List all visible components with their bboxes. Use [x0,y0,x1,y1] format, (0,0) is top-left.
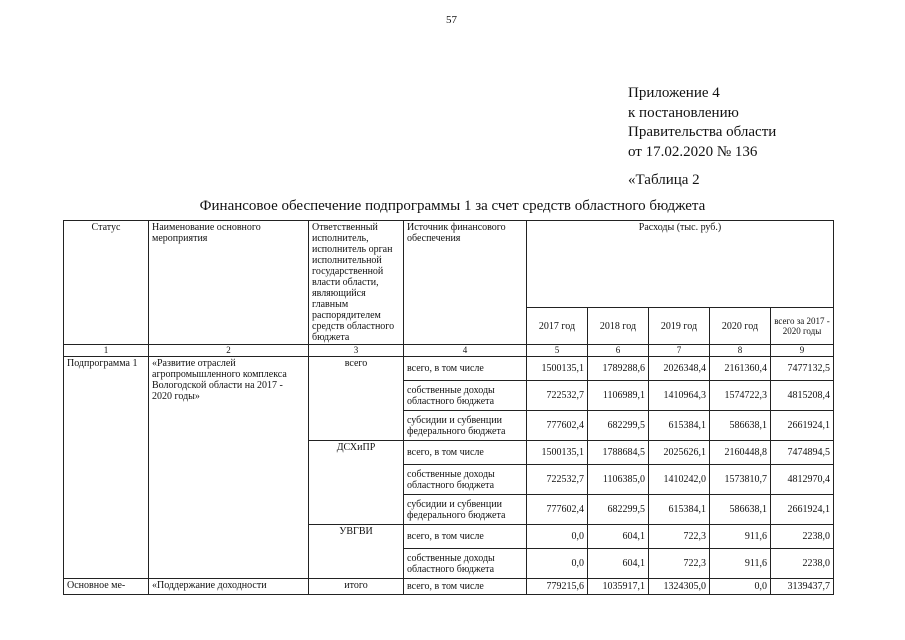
cell-value: 4812970,4 [771,465,834,495]
cell-value: 779215,6 [527,579,588,595]
table-row [64,357,834,381]
column-number: 3 [309,345,404,357]
cell-source: всего, в том числе [404,441,527,465]
cell-value: 722532,7 [527,465,588,495]
header-year-2018: 2018 год [588,308,649,345]
header-source: Источник финансового обеспечения [404,221,527,345]
cell-source: всего, в том числе [404,357,527,381]
cell-value: 2161360,4 [710,357,771,381]
cell-value: 682299,5 [588,411,649,441]
cell-value: 1410964,3 [649,381,710,411]
cell-executor: УВГВИ [309,525,404,579]
cell-value: 604,1 [588,549,649,579]
cell-value: 604,1 [588,525,649,549]
column-number: 1 [64,345,149,357]
cell-value: 586638,1 [710,411,771,441]
cell-value: 586638,1 [710,495,771,525]
cell-value: 615384,1 [649,411,710,441]
cell-source: субсидии и субвенции федерального бюджета [404,495,527,525]
cell-value: 777602,4 [527,411,588,441]
cell-value: 0,0 [527,525,588,549]
cell-value: 1324305,0 [649,579,710,595]
cell-value: 2025626,1 [649,441,710,465]
column-number: 6 [588,345,649,357]
cell-value: 2160448,8 [710,441,771,465]
cell-value: 1106385,0 [588,465,649,495]
header-year-2017: 2017 год [527,308,588,345]
cell-source: всего, в том числе [404,579,527,595]
header-year-total: всего за 2017 - 2020 годы [771,308,834,345]
cell-activity: «Поддержание доходности [149,579,309,595]
cell-executor: всего [309,357,404,441]
cell-value: 0,0 [527,549,588,579]
cell-value: 7474894,5 [771,441,834,465]
header-status: Статус [64,221,149,345]
appendix-line: Приложение 4 [628,85,720,101]
cell-value: 722,3 [649,525,710,549]
financing-table [63,220,834,595]
cell-status: Основное ме- [64,579,149,595]
cell-source: всего, в том числе [404,525,527,549]
cell-value: 2238,0 [771,525,834,549]
cell-value: 1410242,0 [649,465,710,495]
cell-source: собственные доходы областного бюджета [404,549,527,579]
cell-value: 2026348,4 [649,357,710,381]
cell-value: 3139437,7 [771,579,834,595]
header-expenses: Расходы (тыс. руб.) [527,221,834,308]
cell-value: 682299,5 [588,495,649,525]
cell-value: 2661924,1 [771,411,834,441]
cell-value: 1106989,1 [588,381,649,411]
cell-executor: итого [309,579,404,595]
column-number-row [64,345,834,357]
appendix-line: от 17.02.2020 № 136 [628,143,758,160]
cell-value: 1574722,3 [710,381,771,411]
cell-value: 1500135,1 [527,441,588,465]
cell-value: 4815208,4 [771,381,834,411]
column-number: 8 [710,345,771,357]
cell-value: 0,0 [710,579,771,595]
cell-value: 615384,1 [649,495,710,525]
cell-value: 1788684,5 [588,441,649,465]
cell-value: 777602,4 [527,495,588,525]
column-number: 4 [404,345,527,357]
cell-value: 722,3 [649,549,710,579]
appendix-line: к постановлению [628,104,739,121]
cell-source: собственные доходы областного бюджета [404,381,527,411]
table-row [64,579,834,595]
cell-value: 722532,7 [527,381,588,411]
column-number: 2 [149,345,309,357]
cell-value: 1573810,7 [710,465,771,495]
document-title: Финансовое обеспечение подпрограммы 1 за счет средств областного бюджета [199,198,706,214]
appendix-block [628,84,776,162]
cell-activity: «Развитие отраслей агропромышленного комплекса Вологодской области на 2017 - 2020 годы» [149,357,309,579]
cell-value: 2238,0 [771,549,834,579]
cell-status: Подпрограмма 1 [64,357,149,579]
cell-value: 2661924,1 [771,495,834,525]
column-number: 7 [649,345,710,357]
header-executor: Ответственный исполнитель, исполнитель орган исполнительной государственной власти области, являющийся главным распорядителем средств областного бюджета [309,221,404,345]
cell-executor: ДСХиПР [309,441,404,525]
cell-value: 1035917,1 [588,579,649,595]
header-year-2020: 2020 год [710,308,771,345]
cell-value: 1500135,1 [527,357,588,381]
table-label: «Таблица 2 [628,172,700,188]
column-number: 9 [771,345,834,357]
cell-value: 911,6 [710,549,771,579]
page-number: 57 [446,14,457,26]
cell-value: 911,6 [710,525,771,549]
appendix-line: Правительства области [628,124,777,140]
cell-value: 7477132,5 [771,357,834,381]
cell-value: 1789288,6 [588,357,649,381]
column-number: 5 [527,345,588,357]
cell-source: собственные доходы областного бюджета [404,465,527,495]
header-year-2019: 2019 год [649,308,710,345]
header-activity: Наименование основного мероприятия [149,221,309,345]
cell-source: субсидии и субвенции федерального бюджета [404,411,527,441]
